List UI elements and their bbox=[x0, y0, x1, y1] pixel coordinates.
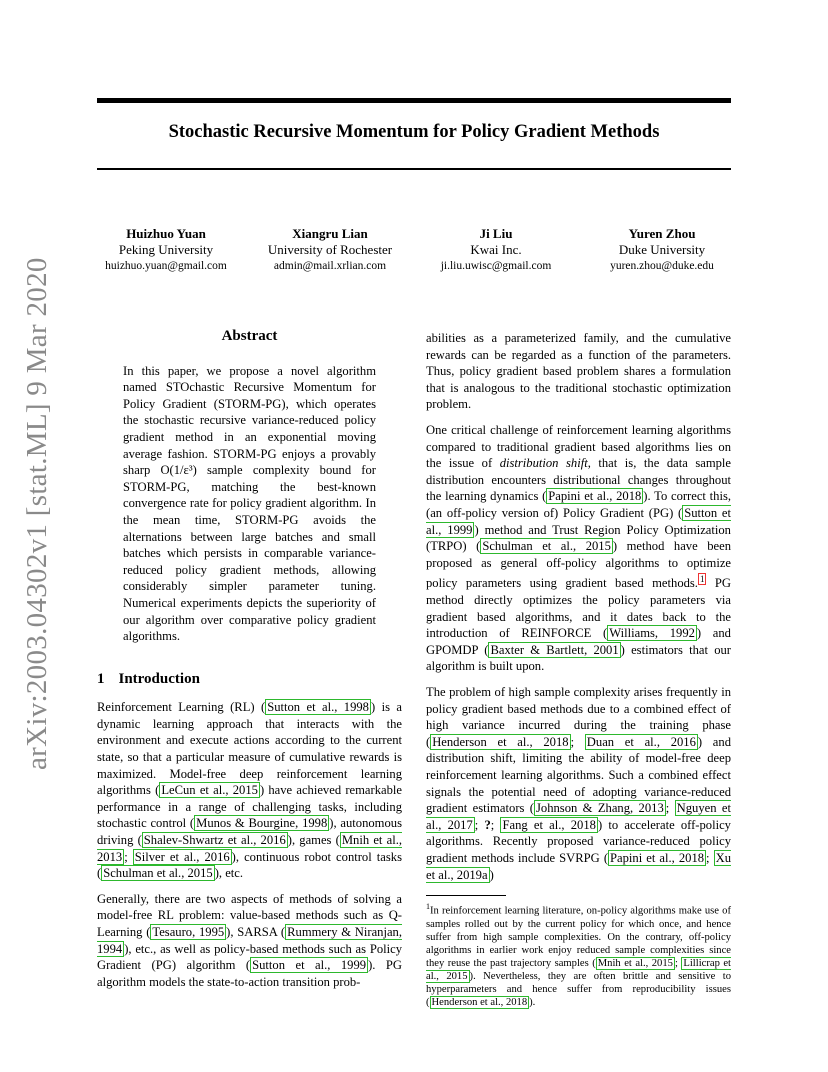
citation-link[interactable]: Schulman et al., 2015 bbox=[103, 866, 213, 881]
right-column bbox=[426, 330, 731, 1009]
left-column bbox=[97, 328, 402, 999]
author-affiliation: Duke University bbox=[618, 242, 706, 257]
intro-paragraph-5: The problem of high sample complexity arises frequently in policy gradient based methods due to a combined effect of high variance incurred during the training phase ( Henderson et al., 2018 ; Duan et al., 2016 ) and distribution shift, limiting the ability of model-free deep reinforcement learning algorithms. Such a combined effect signals the potential need of adopting variance-reduced gradient estimators ( Johnson & Zhang, 2013 ; Nguyen et al., 2017 ; ?; Fang et al., 2018 ) to accelerate off-policy algorithms. Recently proposed variance-reduced policy gradient methods include SVRPG ( Papini et al., 2018 ; Xu et al., 2019a ) bbox=[426, 685, 732, 882]
footnote-divider bbox=[426, 895, 506, 896]
paper-title: Stochastic Recursive Momentum for Policy Gradient Methods bbox=[168, 122, 660, 142]
citation-link[interactable]: Rummery & Niranjan, 1994 bbox=[97, 925, 402, 956]
title-bottom-rule bbox=[97, 168, 731, 170]
arxiv-identifier-stamp: arXiv:2003.04302v1 [stat.ML] 9 Mar 2020 bbox=[21, 257, 53, 770]
author-block bbox=[76, 226, 256, 274]
citation-link[interactable]: Lillicrap et al., 2015 bbox=[426, 957, 731, 982]
intro-paragraph-3: abilities as a parameterized family, and the cumulative rewards can be regarded as a function of the parameters. Thus, policy gradient based problem shares a formulation that is analogous to the traditional stochastic optimization problem. bbox=[426, 331, 731, 412]
author-name: Ji Liu bbox=[479, 226, 513, 241]
citation-link[interactable]: Henderson et al., 2018 bbox=[432, 734, 569, 749]
citation-link[interactable]: Baxter & Bartlett, 2001 bbox=[490, 642, 619, 657]
section-title: Introduction bbox=[118, 670, 200, 687]
intro-paragraph-1: Reinforcement Learning (RL) ( Sutton et al., 1998 ) is a dynamic learning approach that interacts with the environment and execute actions according to the current state, so that a particular measure of cumulative rewards is maximized. Model-free deep reinforcement learning algorithms ( LeCun et al., 2015 ) have achieved remarkable performance in a range of challenging tasks, including stochastic control ( Munos & Bourgine, 1998 ), autonomous driving ( Shalev-Shwartz et al., 2016 ), games ( Mnih et al., 2013 ; Silver et al., 2016 ), continuous robot control tasks ( Schulman et al., 2015 ), etc. bbox=[97, 700, 402, 881]
citation-link[interactable]: Duan et al., 2016 bbox=[586, 734, 696, 749]
footnote: $^1$In reinforcement learning literature, on-policy algorithms make use of samples rolled out by the current policy for which once, and hence suffer from high sample complexities. On the contrary, off-policy algorithms in earlier work enjoy reduced sample complexities since they reuse the past trajectory samples ( Mnih et al., 2015 ; Lillicrap et al., 2015 ). Nevertheless, they are often brittle and sensitive to hyperparameters and hence suffer from reproducibility issues ( Henderson et al., 2018 ). bbox=[426, 902, 732, 1008]
intro-paragraph-4: One critical challenge of reinforcement learning algorithms compared to traditional gradient based algorithms lies on the issue of distribution shift, that is, the data sample distribution encounters distributional changes throughout the learning dynamics ( Papini et al., 2018 ). To correct this, (an off-policy version of) Policy Gradient (PG) ( Sutton et al., 1999 ) method and Trust Region Policy Optimization (TRPO) ( Schulman et al., 2015 ) method have been proposed as general off-policy algorithms to optimize policy parameters using gradient based methods. $^1$ PG method directly optimizes the policy parameters via gradient based algorithms, and it dates back to the introduction of REINFORCE ( Williams, 1992 ) and GPOMDP ( Baxter & Bartlett, 2001 ) estimators that our algorithm is built upon. bbox=[426, 422, 732, 674]
section-heading-introduction bbox=[97, 671, 402, 688]
citation-link[interactable]: Shalev-Shwartz et al., 2016 bbox=[143, 833, 286, 848]
footnote-mark: 1 bbox=[426, 902, 430, 912]
citation-link[interactable]: Mnih et al., 2015 bbox=[597, 957, 673, 969]
citation-link[interactable]: Johnson & Zhang, 2013 bbox=[536, 801, 664, 816]
author-block bbox=[406, 226, 586, 274]
author-affiliation: University of Rochester bbox=[267, 242, 393, 257]
author-email[interactable]: admin@mail.xrlian.com bbox=[273, 260, 387, 272]
section-number: 1 bbox=[97, 670, 105, 687]
abstract-heading: Abstract bbox=[221, 328, 278, 344]
author-block bbox=[572, 226, 752, 274]
author-affiliation: Kwai Inc. bbox=[470, 242, 522, 257]
citation-link[interactable]: Sutton et al., 1998 bbox=[267, 700, 369, 715]
title-top-rule bbox=[97, 98, 731, 103]
citation-link[interactable]: Henderson et al., 2018 bbox=[431, 996, 528, 1008]
citation-link[interactable]: Fang et al., 2018 bbox=[502, 817, 596, 832]
citation-link[interactable]: Tesauro, 1995 bbox=[152, 925, 225, 939]
author-email[interactable]: huizhuo.yuan@gmail.com bbox=[105, 260, 227, 272]
abstract-text: In this paper, we propose a novel algorithm named STOchastic Recursive Momentum for Policy Gradient (STORM-PG), which operates the stochastic recursive variance-reduced policy gradient method in an exponential moving average fashion. STORM-PG enjoys a provably sharp O(1/ε³) sample complexity bound for STORM-PG, matching the best-known convergence rate for policy gradient algorithm. In the mean time, STORM-PG avoids the alternations between large batches and small batches which persists in comparable variance-reduced policy gradient methods, allowing considerably simpler parameter tuning. Numerical experiments depicts the superiority of our algorithm over comparative policy gradient algorithms. bbox=[123, 363, 376, 644]
author-name: Huizhuo Yuan bbox=[126, 226, 206, 241]
intro-paragraph-2: Generally, there are two aspects of methods of solving a model-free RL problem: value-based methods such as Q-Learning ( Tesauro, 1995 ), SARSA ( Rummery & Niranjan, 1994 ), etc., as well as policy-based methods such as Policy Gradient (PG) algorithm ( Sutton et al., 1999 ). PG algorithm models the state-to-action transition prob- bbox=[97, 891, 402, 989]
citation-link[interactable]: Sutton et al., 1999 bbox=[252, 958, 367, 973]
author-affiliation: Peking University bbox=[118, 242, 214, 257]
author-email[interactable]: yuren.zhou@duke.edu bbox=[610, 260, 714, 272]
author-block bbox=[240, 226, 420, 274]
citation-link[interactable]: Schulman et al., 2015 bbox=[482, 539, 611, 554]
author-name: Yuren Zhou bbox=[628, 226, 696, 241]
footnote-reference[interactable]: 1 bbox=[699, 574, 705, 585]
author-email[interactable]: ji.liu.uwisc@gmail.com bbox=[440, 260, 552, 272]
citation-link[interactable]: Mnih et al., 2013 bbox=[97, 833, 402, 864]
author-name: Xiangru Lian bbox=[292, 226, 368, 241]
citation-link[interactable]: LeCun et al., 2015 bbox=[161, 783, 258, 798]
citation-link[interactable]: Sutton et al., 1999 bbox=[426, 505, 731, 537]
citation-link[interactable]: Papini et al., 2018 bbox=[610, 851, 705, 865]
citation-link[interactable]: Silver et al., 2016 bbox=[134, 849, 230, 864]
citation-link[interactable]: Xu et al., 2019a bbox=[426, 851, 732, 882]
citation-link[interactable]: Williams, 1992 bbox=[609, 626, 695, 641]
citation-link[interactable]: Munos & Bourgine, 1998 bbox=[196, 816, 328, 831]
citation-link[interactable]: Papini et al., 2018 bbox=[548, 489, 642, 504]
citation-link[interactable]: Nguyen et al., 2017 bbox=[426, 801, 731, 832]
